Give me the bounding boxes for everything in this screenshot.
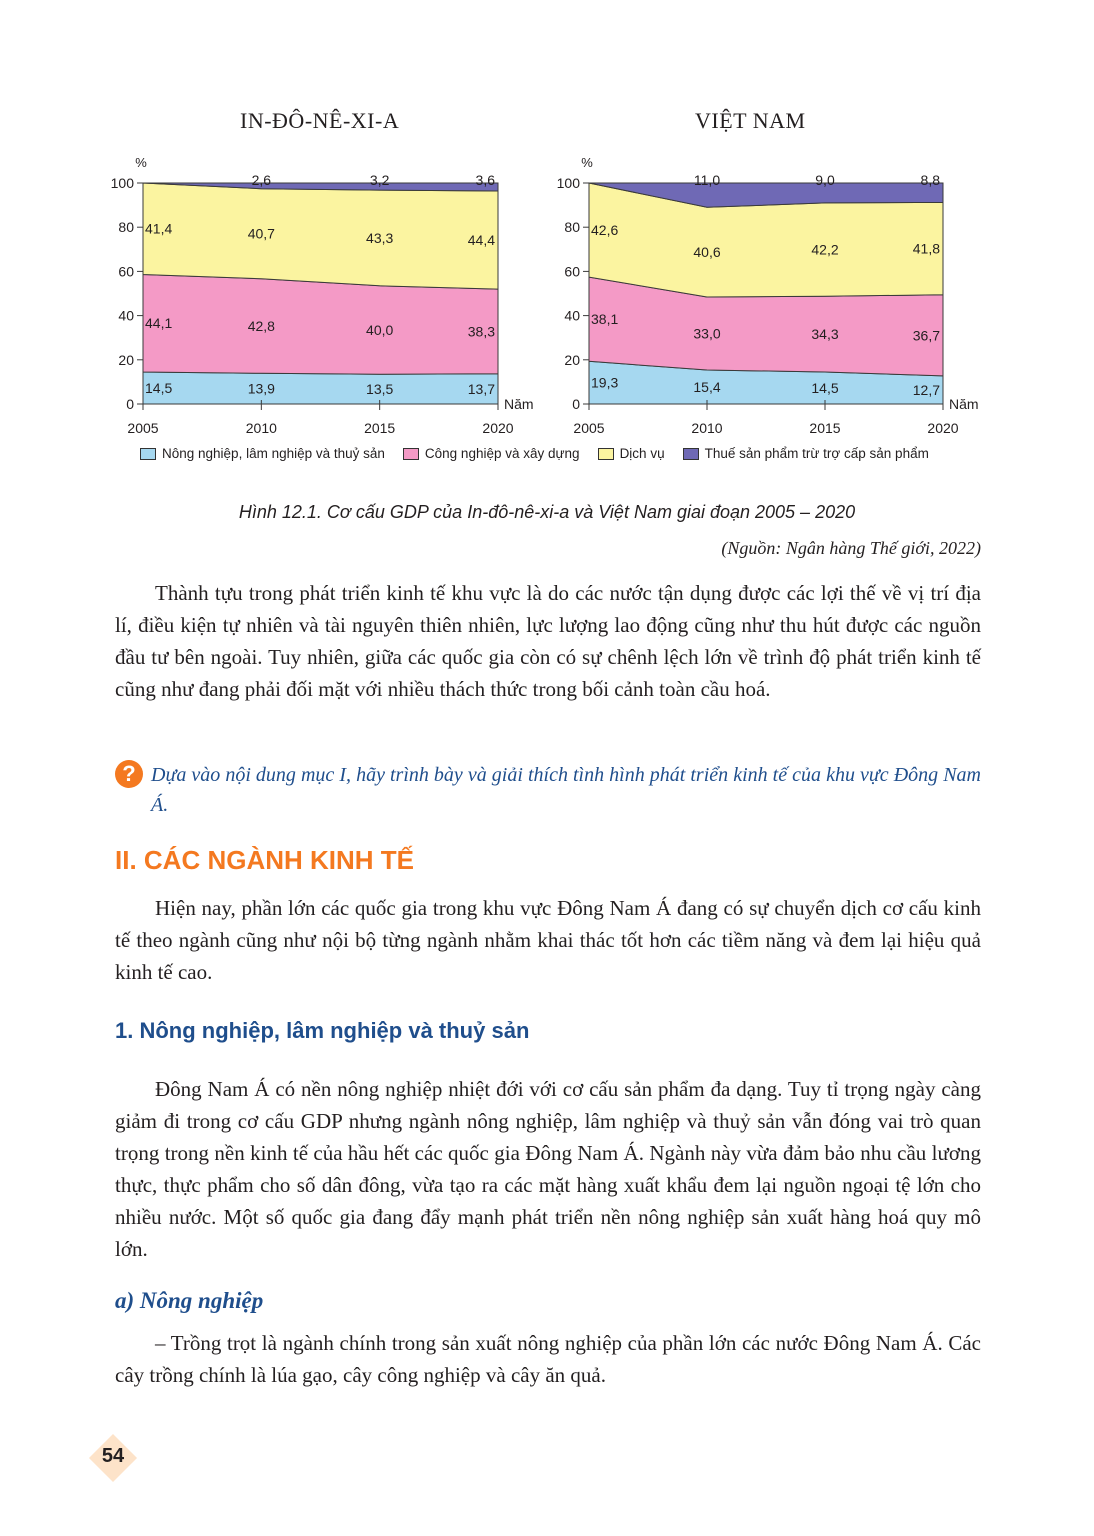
x-tick-label: 2010 [691, 420, 723, 436]
data-label: 13,5 [366, 381, 394, 398]
y-axis-label: % [581, 155, 593, 170]
data-label: 40,6 [693, 244, 721, 261]
legend-swatch [403, 448, 419, 460]
y-axis-label: % [135, 155, 147, 170]
data-label: 3,2 [369, 172, 390, 188]
x-axis-label: Năm [504, 396, 534, 412]
y-tick-label: 60 [118, 263, 134, 280]
y-tick-label: 80 [118, 219, 134, 236]
paragraph-agriculture: Đông Nam Á có nền nông nghiệp nhiệt đới với cơ cấu sản phẩm đa dạng. Tuy tỉ trọng ngày càng giảm đi trong cơ cấu GDP nhưng ngành nông nghiệp, lâm nghiệp và thuỷ sản vẫn đóng vai trò quan trọng trong nền kinh tế của hầu hết các quốc gia Đông Nam Á. Ngành này vừa đảm bảo nhu cầu lương thực, thực phẩm cho số dân đông, vừa tạo ra các mặt hàng xuất khẩu đem lại nguồn ngoại tệ lớn cho nhiều nước. Một số quốc gia đang đẩy mạnh phát triển nền nông nghiệp sản xuất hàng hoá quy mô lớn. [115, 1077, 981, 1261]
y-tick-label: 40 [118, 307, 134, 324]
gdp-structure-charts [0, 150, 1094, 440]
x-tick-label: 2010 [245, 420, 277, 436]
data-label: 8,8 [920, 172, 940, 188]
data-label: 11,0 [693, 172, 721, 188]
data-label: 42,6 [591, 222, 619, 239]
subsection-title: 1. Nông nghiệp, lâm nghiệp và thuỷ sản [115, 1018, 530, 1043]
data-label: 44,4 [467, 232, 495, 249]
legend-label: Dịch vụ [619, 446, 665, 461]
data-label: 38,3 [467, 323, 495, 340]
data-label: 34,3 [811, 326, 839, 343]
data-label: 33,0 [693, 325, 721, 342]
data-label: 3,6 [475, 172, 495, 188]
area-series-0 [143, 372, 498, 404]
data-label: 40,7 [247, 225, 275, 242]
page-number-text: 54 [101, 1445, 125, 1467]
data-label: 14,5 [145, 379, 173, 396]
data-label: 42,8 [247, 317, 275, 334]
figure-caption: Hình 12.1. Cơ cấu GDP của In-đô-nê-xi-a và Việt Nam giai đoạn 2005 – 2020 [238, 502, 856, 522]
legend-item-agriculture [140, 446, 385, 461]
legend-swatch [140, 448, 156, 460]
subsubsection-title: a) Nông nghiệp [115, 1288, 264, 1313]
y-tick-label: 60 [564, 263, 580, 280]
area-series-1 [143, 275, 498, 375]
chart-legend [140, 446, 929, 461]
y-tick-label: 0 [126, 396, 134, 412]
legend-swatch [683, 448, 699, 460]
data-label: 19,3 [591, 374, 619, 391]
data-label: 15,4 [693, 378, 721, 395]
area-series-2 [143, 183, 498, 289]
x-tick-label: 2005 [127, 420, 159, 436]
y-tick-label: 0 [572, 396, 580, 412]
paragraph-cultivation: – Trồng trọt là ngành chính trong sản xuất nông nghiệp của phần lớn các nước Đông Nam Á. Các cây trồng chính là lúa gạo, cây công nghiệp và cây ăn quả. [115, 1331, 981, 1387]
data-label: 12,7 [912, 381, 940, 398]
y-tick-label: 20 [118, 351, 134, 368]
data-label: 40,0 [366, 321, 394, 338]
chart-title-vietnam: VIỆT NAM [695, 108, 806, 133]
legend-item-services [598, 446, 665, 461]
legend-swatch [598, 448, 614, 460]
x-tick-label: 2020 [927, 420, 959, 436]
x-axis-label: Năm [949, 396, 979, 412]
data-label: 41,4 [145, 220, 173, 237]
data-label: 13,7 [467, 380, 495, 397]
legend-label: Nông nghiệp, lâm nghiệp và thuỷ sản [162, 446, 385, 461]
x-tick-label: 2005 [573, 420, 605, 436]
legend-item-tax [683, 446, 929, 461]
data-label: 2,6 [251, 172, 272, 188]
data-label: 42,2 [811, 241, 839, 258]
y-tick-label: 80 [564, 219, 580, 236]
y-tick-label: 100 [556, 175, 580, 191]
data-label: 9,0 [815, 172, 835, 188]
data-label: 44,1 [145, 315, 173, 332]
x-tick-label: 2015 [809, 420, 841, 436]
y-tick-label: 100 [110, 175, 134, 191]
x-tick-label: 2020 [482, 420, 514, 436]
page-number [88, 1437, 138, 1481]
legend-label: Công nghiệp và xây dựng [424, 446, 580, 461]
data-label: 41,8 [912, 240, 940, 257]
question-icon: ? [115, 760, 143, 788]
y-tick-label: 40 [564, 307, 580, 324]
x-tick-label: 2015 [364, 420, 396, 436]
data-label: 13,9 [247, 380, 275, 397]
paragraph-economic-sectors: Hiện nay, phần lớn các quốc gia trong khu vực Đông Nam Á đang có sự chuyển dịch cơ cấu kinh tế theo ngành cũng như nội bộ từng ngành nhằm khai thác tốt hơn các tiềm năng và đem lại hiệu quả kinh tế cao. [115, 896, 981, 984]
question-text: Dựa vào nội dung mục I, hãy trình bày và giải thích tình hình phát triển kinh tế của khu vực Đông Nam Á. [151, 764, 981, 816]
figure-source: (Nguồn: Ngân hàng Thế giới, 2022) [721, 538, 981, 558]
question-box [115, 758, 981, 820]
legend-item-industry [403, 446, 580, 461]
data-label: 43,3 [366, 229, 394, 246]
paragraph-achievements: Thành tựu trong phát triển kinh tế khu vực là do các nước tận dụng được các lợi thế về vị trí địa lí, điều kiện tự nhiên và tài nguyên thiên nhiên, lực lượng lao động cũng như thu hút được các nguồn đầu tư bên ngoài. Tuy nhiên, giữa các quốc gia còn có sự chênh lệch lớn về trình độ phát triển kinh tế cũng như đang phải đối mặt với nhiều thách thức trong bối cảnh toàn cầu hoá. [115, 581, 981, 701]
data-label: 38,1 [591, 311, 619, 328]
section-title: II. CÁC NGÀNH KINH TẾ [115, 845, 414, 875]
chart-title-indonesia: IN-ĐÔ-NÊ-XI-A [240, 108, 400, 133]
legend-label: Thuế sản phẩm trừ trợ cấp sản phẩm [704, 446, 929, 461]
y-tick-label: 20 [564, 351, 580, 368]
data-label: 14,5 [811, 379, 839, 396]
data-label: 36,7 [912, 327, 940, 344]
